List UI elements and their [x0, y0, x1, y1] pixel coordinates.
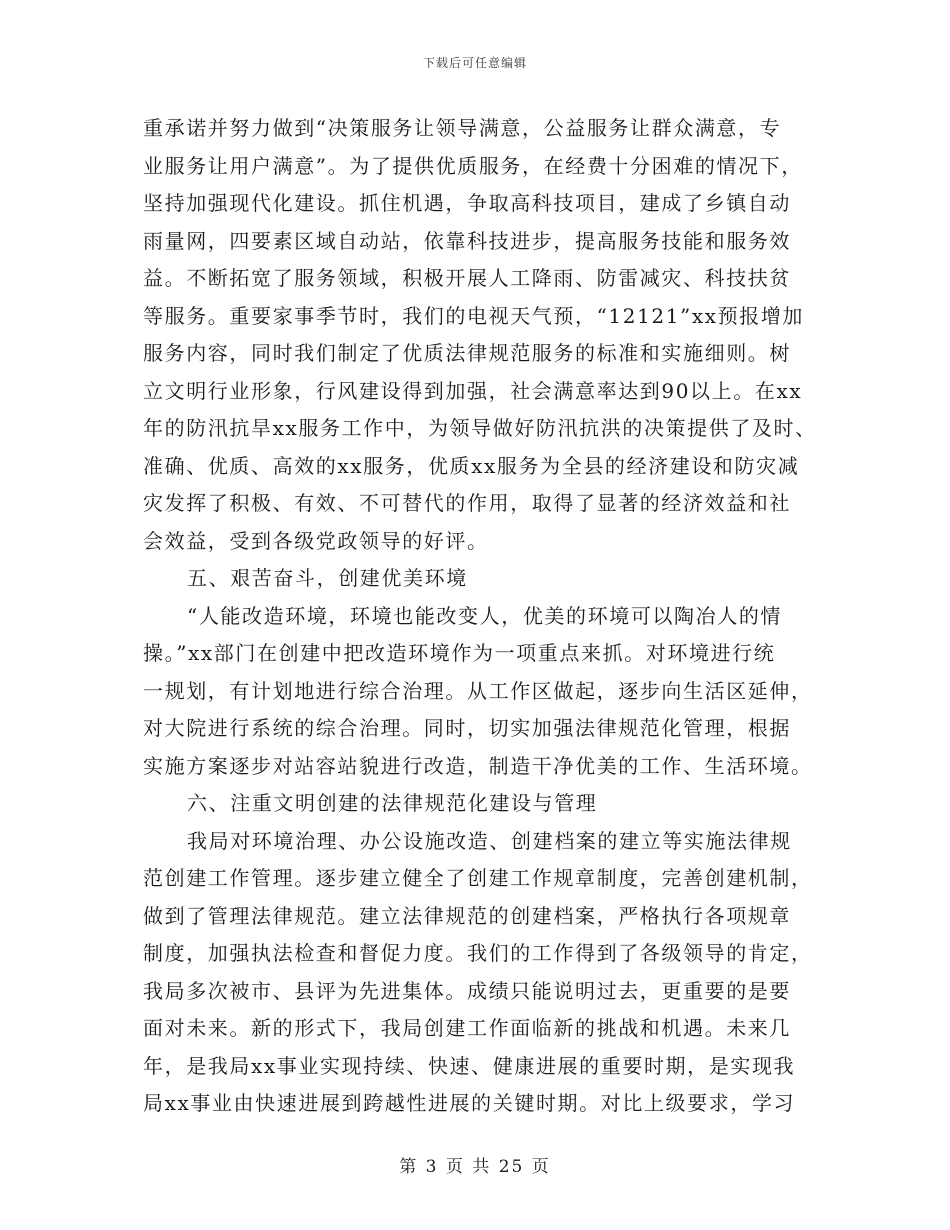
- body-line: 年的防汛抗旱xx服务工作中，为领导做好防汛抗洪的决策提供了及时、: [143, 416, 817, 440]
- document-body: [143, 110, 823, 1123]
- body-line: 操。”xx部门在创建中把改造环境作为一项重点来抓。对环境进行统: [143, 641, 776, 665]
- body-line: 坚持加强现代化建设。抓住机遇，争取高科技项目，建成了乡镇自动: [143, 191, 791, 215]
- body-line: 立文明行业形象，行风建设得到加强，社会满意率达到90以上。在xx: [143, 378, 803, 403]
- body-line: 灾发挥了积极、有效、不可替代的作用，取得了显著的经济效益和社: [143, 491, 791, 515]
- page-number-footer: 第 3 页 共 25 页: [399, 1157, 551, 1177]
- body-line: 益。不断拓宽了服务领域，积极开展人工降雨、防雷减灾、科技扶贫: [143, 266, 791, 290]
- section-heading: 六、注重文明创建的法律规范化建设与管理: [187, 791, 598, 815]
- body-line: 局xx事业由快速进展到跨越性进展的关键时期。对比上级要求，学习: [143, 1091, 796, 1115]
- body-line: 业服务让用户满意”。为了提供优质服务，在经费十分困难的情况下，: [143, 153, 803, 178]
- body-line: 实施方案逐步对站容站貌进行改造，制造干净优美的工作、生活环境。: [143, 753, 813, 778]
- body-line: 年，是我局xx事业实现持续、快速、健康进展的重要时期，是实现我: [143, 1053, 796, 1078]
- body-line: 一规划，有计划地进行综合治理。从工作区做起，逐步向生活区延伸，: [143, 678, 813, 703]
- body-line: “人能改造环境，环境也能改变人，优美的环境可以陶冶人的情: [187, 603, 783, 628]
- body-line: 重承诺并努力做到“决策服务让领导满意，公益服务让群众满意，专: [143, 116, 782, 140]
- section-heading: 五、艰苦奋斗，创建优美环境: [187, 566, 468, 590]
- body-line: 会效益，受到各级党政领导的好评。: [143, 528, 489, 553]
- body-line: 等服务。重要家事季节时，我们的电视天气预，“12121”xx预报增加: [143, 303, 805, 328]
- body-line: 雨量网，四要素区域自动站，依靠科技进步，提高服务技能和服务效: [143, 228, 791, 253]
- body-line: 服务内容，同时我们制定了优质法律规范服务的标准和实施细则。树: [143, 341, 791, 365]
- body-line: 我局对环境治理、办公设施改造、创建档案的建立等实施法律规: [187, 828, 792, 853]
- body-line: 对大院进行系统的综合治理。同时，切实加强法律规范化管理，根据: [143, 716, 791, 740]
- page-header: 下载后可任意编辑: [422, 56, 527, 70]
- body-line: 制度，加强执法检查和督促力度。我们的工作得到了各级领导的肯定，: [143, 941, 813, 965]
- body-line: 我局多次被市、县评为先进集体。成绩只能说明过去，更重要的是要: [143, 978, 791, 1003]
- body-line: 面对未来。新的形式下，我局创建工作面临新的挑战和机遇。未来几: [143, 1016, 791, 1040]
- body-line: 准确、优质、高效的xx服务，优质xx服务为全县的经济建设和防灾减: [143, 453, 800, 478]
- body-line: 范创建工作管理。逐步建立健全了创建工作规章制度，完善创建机制，: [143, 866, 813, 890]
- body-line: 做到了管理法律规范。建立法律规范的创建档案，严格执行各项规章: [143, 903, 791, 928]
